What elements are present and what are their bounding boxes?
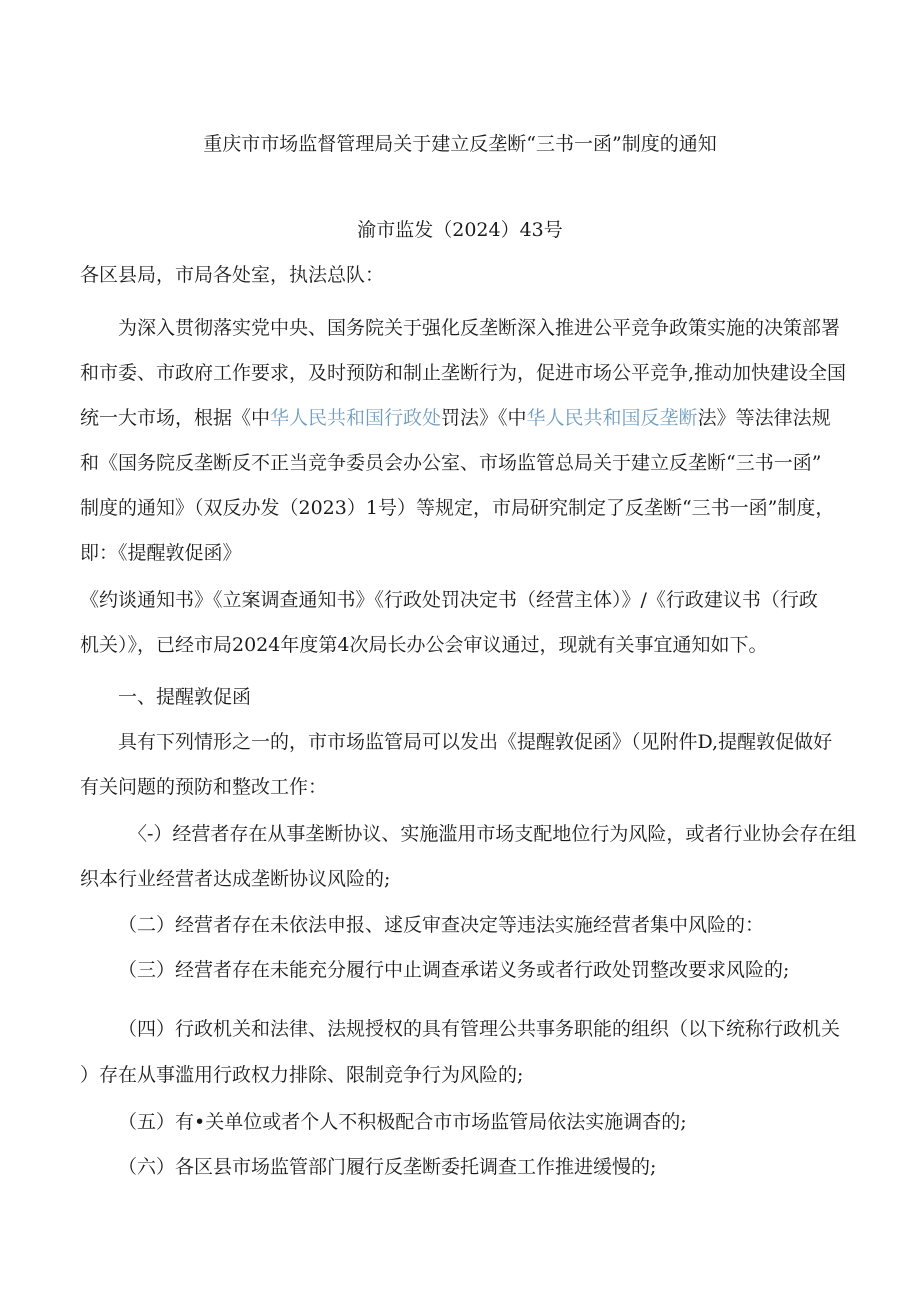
- intro-line-2: 和市委、市政府工作要求，及时预防和制止垄断行为，促进市场公平竞争,推动加快建设全国: [80, 362, 847, 384]
- item-2: （二）经营者存在未依法申报、逑反审查决定等违法实施经营者集中风险的：: [118, 914, 765, 936]
- item-4-line-1: （四）行政机关和法律、法规授权的具有管理公共事务职能的组织（以下统称行政机关: [118, 1018, 841, 1040]
- document-title: 重庆市市场监督管理局关于建立反垄断“三书一函”制度的通知: [203, 133, 717, 155]
- intro-line-3-part-b: 罚法》《中: [441, 407, 527, 429]
- intro-line-3: [80, 406, 831, 430]
- law-link-anti-monopoly[interactable]: 华人民共和国反垄断: [526, 407, 698, 429]
- section-1-paragraph-line-2: 有关问题的预防和整改工作：: [80, 776, 328, 798]
- intro-line-7: 《约谈通知书》《立案调查通知书》《行政处罚决定书（经营主体）》/《行政建议书（行政: [80, 589, 818, 611]
- intro-line-4: 和《国务院反垄断反不正当竞争委员会办公室、市场监管总局关于建立反垄断“三书一函”: [80, 452, 822, 474]
- intro-line-1: 为深入贯彻落实党中央、国务院关于强化反垄断深入推进公平竞争政策实施的决策部署: [118, 317, 841, 339]
- intro-line-3-part-c: 法》等法律法规: [697, 407, 831, 429]
- intro-line-3-part-a: 统一大市场，根据《中: [80, 407, 271, 429]
- intro-line-5: 制度的通知》（双反办发（2023）1号）等规定，市局研究制定了反垄断“三书一函”制度，: [80, 497, 835, 519]
- section-1-heading: 一、提醒敦促函: [118, 686, 252, 708]
- item-1-line-2: 织本行业经营者达成垄断协议风险的;: [80, 868, 391, 890]
- item-1-line-1: 〈-）经营者存在从事垄断协议、实施滥用市场支配地位行为风险，或者行业协会存在组: [128, 823, 857, 845]
- intro-line-8: 机关）》，已经市局2024年度第4次局长办公会审议通过，现就有关事宜通知如下。: [80, 634, 768, 656]
- item-4-line-2: ）存在从事滥用行政权力排除、限制竞争行为风险的;: [80, 1064, 524, 1086]
- item-6: （六）各区县市场监管部门履行反垄断委托调查工作推进缓慢的;: [118, 1156, 657, 1178]
- salutation: 各区县局，市局各处室，执法总队：: [80, 264, 385, 286]
- law-link-administrative-penalty[interactable]: 华人民共和国行政处: [270, 407, 442, 429]
- section-1-paragraph-line-1: 具有下列情形之一的，市市场监管局可以发出《提醒敦促函》（见附件D,提醒敦促做好: [118, 731, 833, 753]
- item-5: （五）有•关单位或者个人不积极配合市市场监管局依法实施调杳的;: [118, 1111, 687, 1133]
- item-3: （三）经营者存在未能充分履行中止调查承诺义务或者行政处罚整改要求风险的;: [118, 959, 790, 981]
- intro-line-6: 即：《提醒敦促函》: [80, 542, 242, 564]
- document-number: 渝市监发（2024）43号: [357, 219, 563, 241]
